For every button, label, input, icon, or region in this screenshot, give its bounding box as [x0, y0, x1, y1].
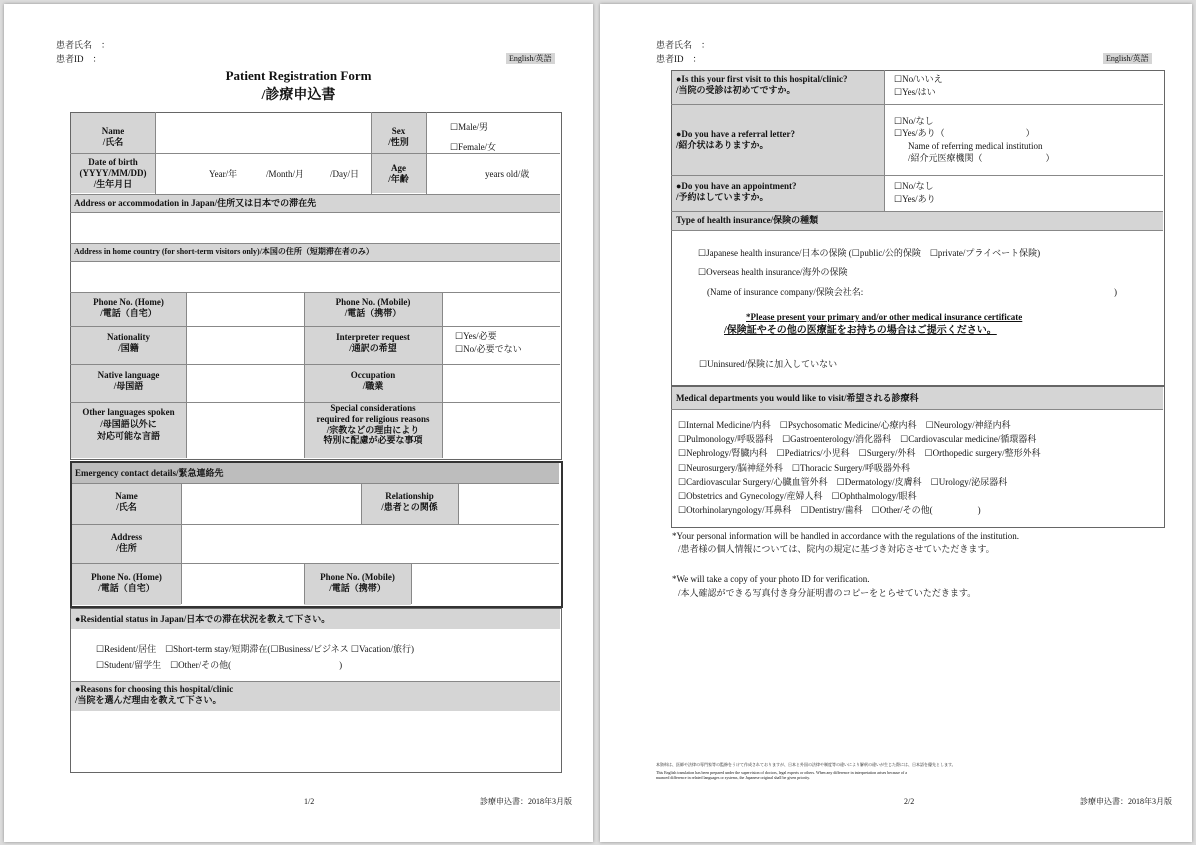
form-title-jp: /診療申込書: [261, 88, 336, 103]
name-label: Name /氏名: [101, 126, 125, 147]
insurance-note-jp: /保険証やその他の医療証をお持ちの場合はご提示ください。: [724, 325, 997, 336]
overseas-insurance-checkbox[interactable]: ☐Overseas health insurance/海外の保険: [698, 267, 848, 277]
first-visit-question: ●Is this your first visit to this hospital/clinic? /当院の受診は初めてですか。: [676, 74, 848, 95]
insurance-company-close: ): [1114, 287, 1117, 297]
dob-year[interactable]: Year/年: [209, 169, 238, 179]
department-options-line[interactable]: ☐Pulmonology/呼吸器科 ☐Gastroenterology/消化器科 ☐Cardiovascular medicine/循環器科: [678, 434, 1037, 445]
sex-label: Sex /性別: [388, 126, 409, 147]
insurance-title: Type of health insurance/保険の種類: [676, 215, 819, 225]
page-footer-2: 診療申込書：2018年3月版: [1080, 797, 1172, 806]
interpreter-label: Interpreter request /通訳の希望: [336, 332, 410, 353]
nationality-label: Nationality /国籍: [106, 332, 150, 353]
departments-title: Medical departments you would like to visit/希望される診療科: [676, 393, 919, 403]
patient-id-header: 患者ID ：: [56, 54, 102, 64]
address-japan-field[interactable]: [71, 213, 560, 242]
form-page-2: [600, 4, 1192, 842]
insurance-company-field[interactable]: (Name of insurance company/保険会社名:: [707, 287, 864, 297]
insurance-note-en: *Please present your primary and/or other medical insurance certificate: [746, 312, 1023, 322]
referral-no-checkbox[interactable]: ☐No/なし: [894, 116, 934, 126]
photo-id-note-jp: /本人確認ができる写真付き身分証明書のコピーをとらせていただきます。: [678, 588, 977, 598]
disclaimer-en-1: This English translation has been prepared under the supervision of doctors, legal experts or others. When any difference in interpretation arises because of a: [656, 770, 907, 775]
emergency-title: Emergency contact details/緊急連絡先: [75, 468, 224, 478]
special-considerations-label: Special considerations required for religious reasons /宗教などの理由により 特別に配慮が必要な事項: [316, 403, 430, 446]
referral-institution-field[interactable]: /紹介元医療機関（ ）: [908, 153, 1055, 163]
language-badge: English/英語: [506, 53, 555, 64]
referral-question: ●Do you have a referral letter? /紹介状はありますか。: [676, 129, 795, 150]
disclaimer-jp: 本資料は、医師や法律の専門家等の監修をうけて作成されておりますが、日本と外国の法律や制度等の違いにより解釈の違いが生じた際には、日本語を優先とします。: [656, 762, 956, 767]
department-options-line[interactable]: ☐Otorhinolaryngology/耳鼻科 ☐Dentistry/歯科 ☐Other/その他( ): [678, 505, 981, 516]
page-number-1: 1/2: [304, 797, 315, 806]
address-japan-label: Address or accommodation in Japan/住所又は日本での滞在先: [74, 198, 317, 208]
referral-yes-checkbox[interactable]: ☐Yes/あり（ ）: [894, 128, 1035, 138]
uninsured-checkbox[interactable]: ☐Uninsured/保険に加入していない: [699, 359, 838, 369]
privacy-note-jp: /患者様の個人情報については、院内の規定に基づき対応させていただきます。: [678, 544, 995, 554]
native-language-label: Native language /母国語: [97, 370, 160, 391]
dob-month[interactable]: /Month/月: [266, 169, 305, 179]
emergency-address-label: Address /住所: [110, 532, 143, 553]
phone-mobile-label: Phone No. (Mobile) /電話（携帯）: [335, 297, 411, 318]
sex-female-checkbox[interactable]: ☐Female/女: [450, 142, 497, 152]
residential-options-line2[interactable]: ☐Student/留学生 ☐Other/その他( ): [96, 660, 343, 670]
address-home-field[interactable]: [71, 262, 560, 291]
emergency-relationship-label: Relationship /患者との関係: [381, 491, 438, 512]
age-label: Age /年齢: [388, 163, 409, 184]
departments-list: [678, 418, 1041, 517]
age-field[interactable]: years old/歳: [485, 169, 530, 179]
department-options-line[interactable]: ☐Cardiovascular Surgery/心臓血管外科 ☐Dermatology/皮膚科 ☐Urology/泌尿器科: [678, 476, 1008, 487]
language-badge-2: English/英語: [1103, 53, 1152, 64]
department-options-line[interactable]: ☐Nephrology/腎臓内科 ☐Pediatrics/小児科 ☐Surgery/外科 ☐Orthopedic surgery/整形外科: [678, 448, 1041, 459]
disclaimer-en-2: nuanced difference in related languages or systems, the Japanese original shall be given priority.: [656, 775, 810, 780]
page-footer-1: 診療申込書：2018年3月版: [480, 797, 572, 806]
sex-male-checkbox[interactable]: ☐Male/男: [450, 122, 489, 132]
appointment-no-checkbox[interactable]: ☐No/なし: [894, 181, 934, 191]
referral-institution-label: Name of referring medical institution: [908, 141, 1043, 151]
emergency-name-label: Name /氏名: [115, 491, 138, 512]
residential-status-title: ●Residential status in Japan/日本での滞在状況を教えて下さい。: [75, 614, 331, 624]
other-languages-label: Other languages spoken /母国語以外に 対応可能な言語: [82, 407, 175, 442]
patient-name-header-2: 患者氏名 ：: [656, 40, 711, 50]
appointment-yes-checkbox[interactable]: ☐Yes/あり: [894, 194, 936, 204]
reasons-title: ●Reasons for choosing this hospital/clinic /当院を選んだ理由を教えて下さい。: [75, 684, 234, 705]
page-number-2: 2/2: [904, 797, 915, 806]
dob-label: Date of birth (YYYY/MM/DD) /生年月日: [79, 157, 147, 189]
department-options-line[interactable]: ☐Obstetrics and Gynecology/産婦人科 ☐Ophthalmology/眼科: [678, 491, 917, 502]
interpreter-no-checkbox[interactable]: ☐No/必要でない: [455, 344, 522, 354]
form-page-1: [4, 4, 593, 842]
address-home-label: Address in home country (for short-term visitors only)/本国の住所（短期滞在者のみ）: [74, 247, 374, 256]
privacy-note-en: *Your personal information will be handled in accordance with the regulations of the institution.: [672, 531, 1020, 541]
patient-id-header-2: 患者ID ：: [656, 54, 702, 64]
patient-name-header: 患者氏名 ：: [56, 40, 111, 50]
appointment-question: ●Do you have an appointment? /予約はしていますか。: [676, 181, 797, 202]
first-visit-no-checkbox[interactable]: ☐No/いいえ: [894, 74, 943, 84]
interpreter-yes-checkbox[interactable]: ☐Yes/必要: [455, 331, 497, 341]
reasons-field[interactable]: [71, 712, 560, 770]
occupation-label: Occupation /職業: [350, 370, 396, 391]
first-visit-yes-checkbox[interactable]: ☐Yes/はい: [894, 87, 936, 97]
phone-home-label: Phone No. (Home) /電話（自宅）: [93, 297, 164, 318]
form-title-en: Patient Registration Form: [225, 68, 372, 83]
emergency-phone-home-label: Phone No. (Home) /電話（自宅）: [91, 572, 162, 593]
japanese-insurance-options[interactable]: ☐Japanese health insurance/日本の保険 (☐public/公的保険 ☐private/プライベート保険): [698, 248, 1041, 258]
name-field[interactable]: [158, 116, 368, 151]
department-options-line[interactable]: ☐Neurosurgery/脳神経外科 ☐Thoracic Surgery/呼吸器外科: [678, 462, 911, 473]
department-options-line[interactable]: ☐Internal Medicine/内科 ☐Psychosomatic Medicine/心療内科 ☐Neurology/神経内科: [678, 420, 1011, 430]
residential-options-line1[interactable]: ☐Resident/居住 ☐Short-term stay/短期滞在(☐Business/ビジネス ☐Vacation/旅行): [96, 644, 414, 654]
emergency-phone-mobile-label: Phone No. (Mobile) /電話（携帯）: [320, 572, 395, 593]
photo-id-note-en: *We will take a copy of your photo ID for verification.: [672, 574, 870, 584]
dob-day[interactable]: /Day/日: [330, 169, 359, 179]
